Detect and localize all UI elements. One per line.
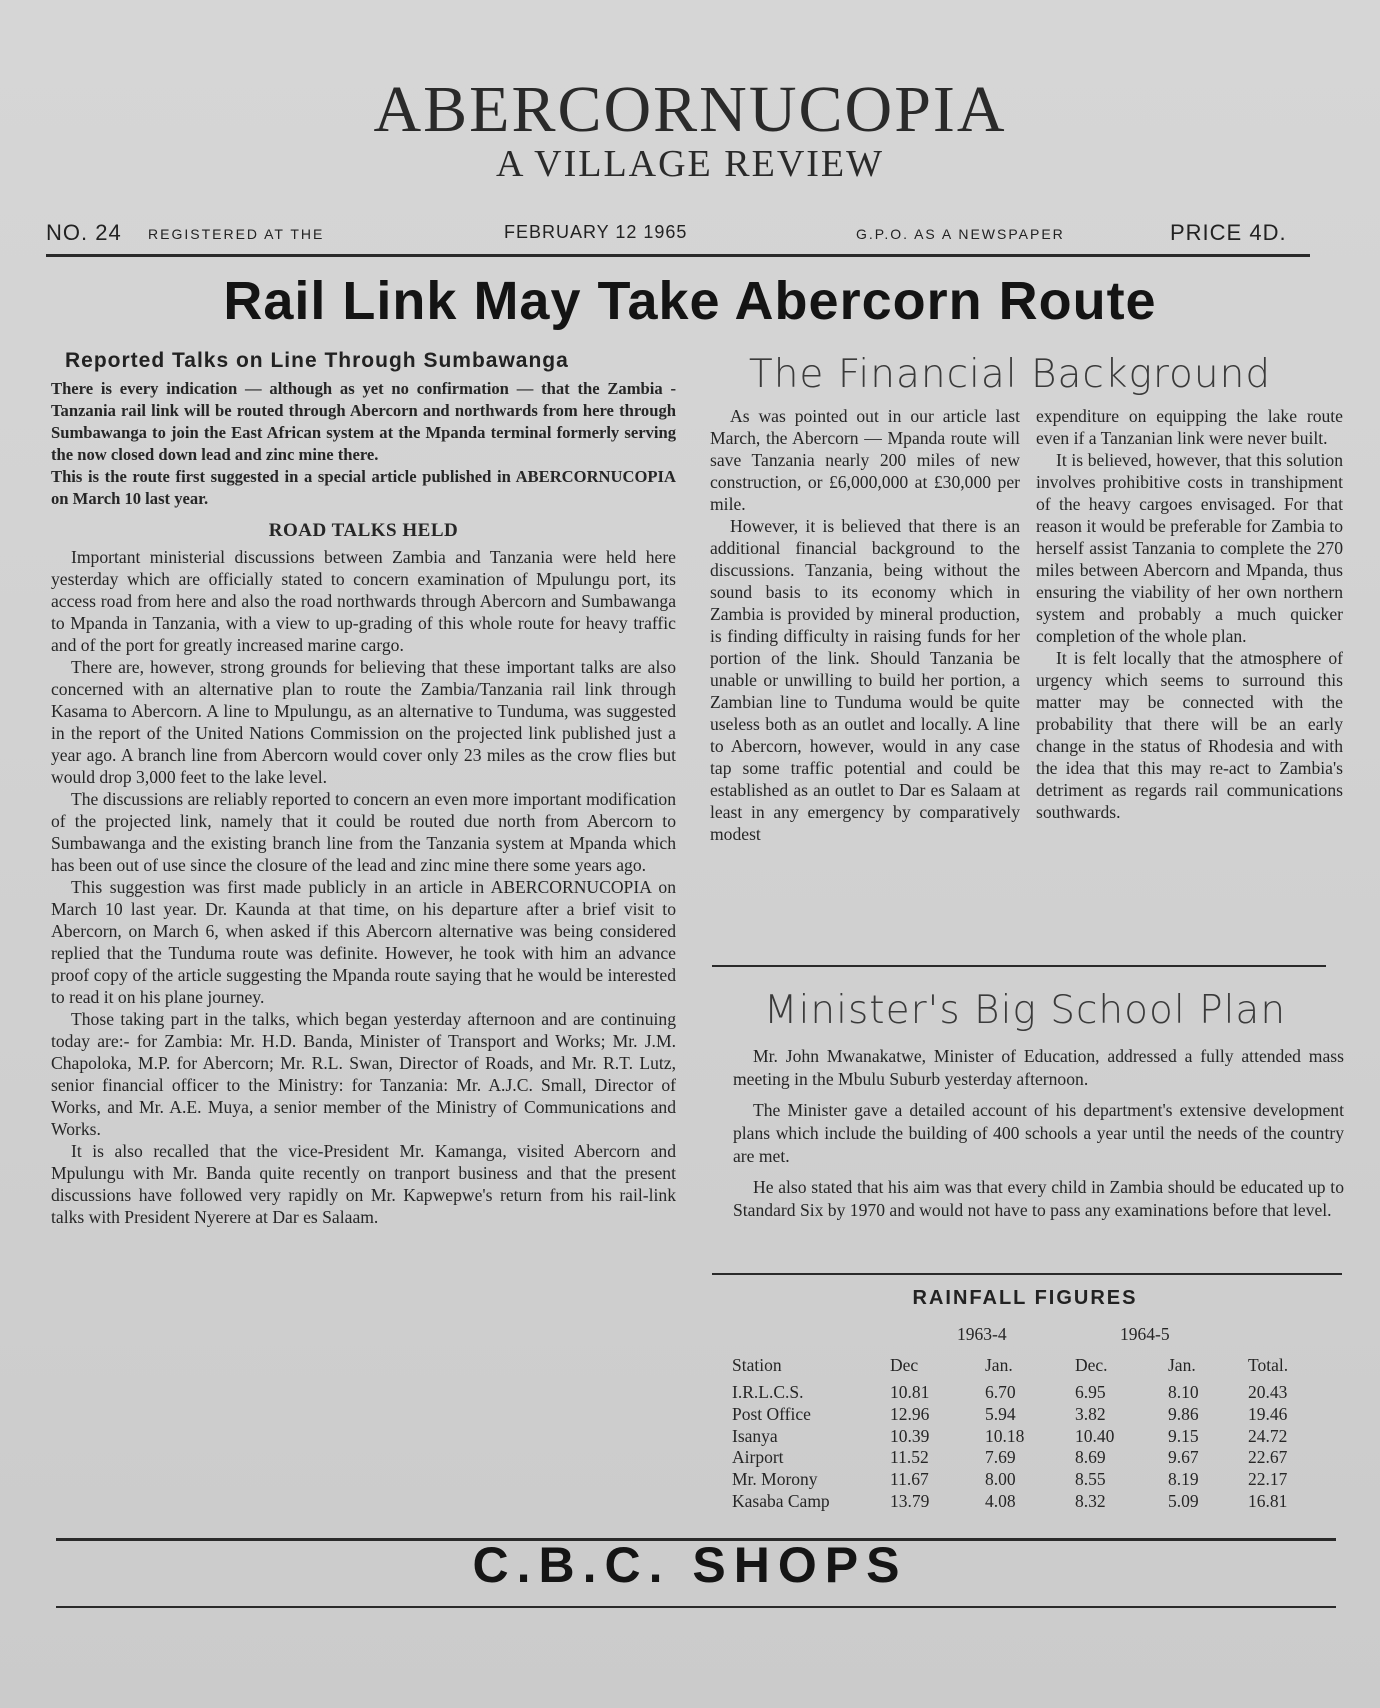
rainfall-value: 19.46	[1248, 1403, 1288, 1424]
article-paragraph: It is also recalled that the vice-President Mr. Kamanga, visited Abercorn and Mpulungu with Mr. Banda quite recently on tranport business and that the present discussions have followed very rapidly on Mr. Kapwepwe's return from his rail-link talks with President Nyerere at Dar es Salaam.	[51, 1141, 676, 1227]
station-name: Post Office	[732, 1403, 811, 1424]
minister-title: Minister's Big School Plan	[763, 988, 1287, 1033]
table-header-cell: Station	[732, 1355, 782, 1375]
rainfall-value: 24.72	[1248, 1425, 1288, 1446]
article-paragraph: This suggestion was first made publicly in an article in ABERCORNUCOPIA on March 10 last year. Dr. Kaunda at that time, on his departure after a brief visit to Abercorn, on March 6, when asked if this Abercorn alternative was being considered replied that the Tunduma route was definite. However, he took with him an advance proof copy of the article suggesting the Mpanda route saying that he would be interested to read it on his plane journey.	[51, 877, 676, 1007]
rainfall-value: 3.82	[1075, 1403, 1106, 1424]
rainfall-value: 8.10	[1168, 1382, 1199, 1402]
rainfall-value: 11.52	[890, 1447, 929, 1468]
registered-text: REGISTERED AT THE	[148, 226, 325, 242]
table-header-cell: Total.	[1248, 1355, 1289, 1375]
rainfall-value: 6.70	[985, 1382, 1016, 1402]
rainfall-value: 12.96	[890, 1403, 930, 1424]
footer-advert: C.B.C. SHOPS	[472, 1537, 908, 1593]
section-rule	[712, 965, 1326, 967]
rainfall-value: 5.09	[1168, 1491, 1199, 1511]
rainfall-value: 6.95	[1075, 1382, 1106, 1402]
rail-link-article	[51, 350, 676, 1228]
article-paragraph: He also stated that his aim was that every child in Zambia should be educated up to Standard Six by 1970 and would not have to pass any examinations before that level.	[733, 1177, 1344, 1220]
rainfall-value: 9.15	[1168, 1425, 1199, 1446]
article-paragraph: The Minister gave a detailed account of his department's extensive development plans which include the building of 400 schools a year until the needs of the country are met.	[733, 1100, 1344, 1166]
year-label: 1963-4	[957, 1324, 1007, 1344]
main-headline: Rail Link May Take Abercorn Route	[223, 271, 1157, 331]
station-name: I.R.L.C.S.	[732, 1382, 804, 1402]
lead-paragraph: There is every indication — although as yet no confirmation — that the Zambia - Tanzania rail link will be routed through Abercorn and northwards from here through Sumbawanga to join the East African system at the Mpanda terminal formerly serving the now closed down lead and zinc mine there.	[51, 379, 676, 464]
financial-title: The Financial Background	[748, 352, 1272, 397]
table-header-cell: Jan.	[1168, 1355, 1196, 1375]
year-label: 1964-5	[1120, 1324, 1170, 1344]
section-rule	[712, 1273, 1342, 1275]
rainfall-value: 16.81	[1248, 1491, 1288, 1511]
table-header-cell: Dec.	[1075, 1355, 1108, 1375]
footer-rule-bottom	[56, 1606, 1336, 1608]
rainfall-value: 13.79	[890, 1491, 930, 1511]
issue-number: NO. 24	[46, 220, 122, 245]
financial-column-b	[1036, 405, 1343, 823]
price: PRICE 4D.	[1170, 220, 1287, 245]
article-paragraph: It is believed, however, that this solution involves prohibitive costs in transhipment of the heavy cargoes envisaged. For that reason it would be preferable for Zambia to herself assist Tanzania to complete the 270 miles between Abercorn and Mpanda, thus ensuring the viability of her own northern system and probably a much quicker completion of the whole plan.	[1036, 450, 1343, 646]
rainfall-value: 8.00	[985, 1469, 1016, 1490]
masthead-subtitle: A VILLAGE REVIEW	[495, 143, 884, 185]
issue-info-bar	[46, 220, 1310, 250]
rainfall-title: RAINFALL FIGURES	[912, 1287, 1138, 1309]
rainfall-value: 10.18	[985, 1425, 1025, 1446]
section-heading: ROAD TALKS HELD	[268, 520, 459, 541]
station-name: Isanya	[732, 1425, 778, 1446]
rainfall-value: 9.67	[1168, 1447, 1199, 1468]
table-header-cell: Dec	[890, 1355, 919, 1375]
masthead-rule	[46, 254, 1310, 257]
station-name: Kasaba Camp	[732, 1491, 830, 1511]
masthead-title: ABERCORNUCOPIA	[373, 73, 1007, 146]
gpo-text: G.P.O. AS A NEWSPAPER	[856, 226, 1065, 242]
lead-paragraph: This is the route first suggested in a special article published in ABERCORNUCOPIA on March 10 last year.	[51, 467, 676, 508]
rainfall-value: 8.32	[1075, 1491, 1106, 1511]
article-paragraph: Those taking part in the talks, which began yesterday afternoon and are continuing today are:- for Zambia: Mr. H.D. Banda, Minister of Transport and Works; Mr. J.M. Chapoloka, M.P. for Abercorn; Mr. R.L. Swan, Director of Roads, and Mr. R.T. Lutz, senior financial officer to the Ministry: for Tanzania: Mr. A.J.C. Small, Director of Works, and Mr. A.E. Muya, a senior member of the Ministry of Communications and Works.	[51, 1009, 676, 1139]
minister-article	[733, 1045, 1344, 1230]
article-paragraph: It is felt locally that the atmosphere of urgency which seems to surround this matter may be connected with the probability that there will be an early change in the status of Rhodesia and with the idea that this may re-act to Zambia's detriment as regards rail communications southwards.	[1036, 648, 1343, 822]
station-name: Mr. Morony	[732, 1469, 818, 1490]
table-header-cell: Jan.	[985, 1355, 1013, 1375]
rainfall-value: 10.39	[890, 1425, 930, 1446]
rainfall-value: 10.40	[1075, 1425, 1115, 1446]
rainfall-value: 8.19	[1168, 1469, 1199, 1490]
rainfall-value: 20.43	[1248, 1382, 1288, 1402]
rainfall-value: 4.08	[985, 1491, 1016, 1511]
article-paragraph: Mr. John Mwanakatwe, Minister of Education, addressed a fully attended mass meeting in the Mbulu Suburb yesterday afternoon.	[733, 1046, 1344, 1089]
article-paragraph: As was pointed out in our article last March, the Abercorn — Mpanda route will save Tanzania nearly 200 miles of new construction, or £6,000,000 at £30,000 per mile.	[710, 406, 1020, 514]
article-paragraph: However, it is believed that there is an additional financial background to the discussions. Tanzania, being without the sound basis to its economy which in Zambia is provided by mineral production, is finding difficulty in raising funds for her portion of the link. Should Tanzania be unable or unwilling to build her portion, a Zambian line to Tunduma would be quite useless both as an outlet and locally. A line to Abercorn, however, would in any case tap some traffic potential and could be established as an outlet to Dar es Salaam at least in any emergency by comparatively modest	[710, 516, 1020, 844]
article-paragraph: The discussions are reliably reported to concern an even more important modification of the projected link, namely that it could be routed due north from Abercorn to Sumbawanga and the existing branch line from the Tanzania system at Mpanda which has been out of use since the closure of the lead and zinc mine there some years ago.	[51, 789, 676, 875]
rainfall-value: 22.67	[1248, 1447, 1288, 1468]
rainfall-value: 9.86	[1168, 1403, 1199, 1424]
rainfall-value: 8.69	[1075, 1447, 1106, 1468]
rainfall-value: 7.69	[985, 1447, 1016, 1468]
station-name: Airport	[732, 1447, 784, 1468]
rainfall-value: 8.55	[1075, 1469, 1106, 1490]
rainfall-value: 22.17	[1248, 1469, 1288, 1490]
issue-date: FEBRUARY 12 1965	[504, 222, 688, 242]
article-paragraph: There are, however, strong grounds for believing that these important talks are also concerned with an alternative plan to route the Zambia/Tanzania rail link through Kasama to Abercorn. A line to Mpulungu, as an alternative to Tunduma, was suggested in the report of the United Nations Commission on the projected link published just a year ago. A branch line from Abercorn would cover only 23 miles as the crow flies but would drop 3,000 feet to the lake level.	[51, 657, 676, 787]
article-subhead: Reported Talks on Line Through Sumbawanga	[65, 349, 569, 372]
article-paragraph: Important ministerial discussions between Zambia and Tanzania were held here yesterday which are officially stated to concern examination of Mpulungu port, its access road from here and also the road northwards through Abercorn and Sumbawanga to Mpanda in Tanzania, with a view to up-grading of this whole route for heavy traffic and of the port for greatly increased marine cargo.	[51, 547, 676, 655]
financial-column-a	[710, 405, 1020, 845]
rainfall-value: 5.94	[985, 1403, 1016, 1424]
rainfall-value: 10.81	[890, 1382, 930, 1402]
rainfall-value: 11.67	[890, 1469, 929, 1490]
article-paragraph: expenditure on equipping the lake route even if a Tanzanian link were never built.	[1036, 406, 1343, 448]
